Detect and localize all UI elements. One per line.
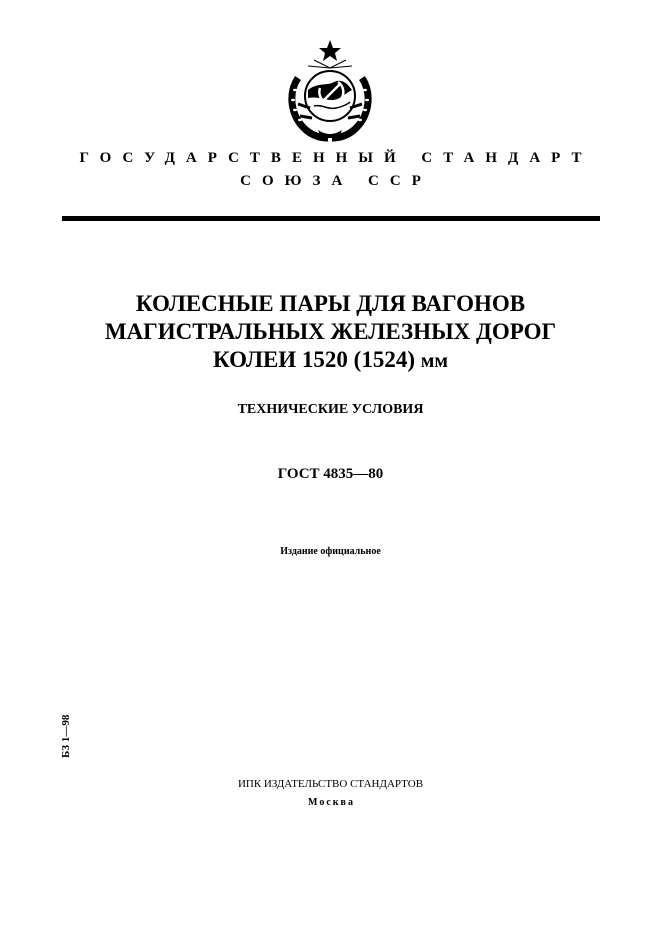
document-subtitle: ТЕХНИЧЕСКИЕ УСЛОВИЯ <box>237 402 424 417</box>
standard-number: ГОСТ 4835—80 <box>277 466 384 482</box>
publisher-city: Москва <box>308 797 355 808</box>
side-code: БЗ 1—98 <box>60 714 72 758</box>
edition-note: Издание официальное <box>280 546 381 557</box>
publisher-name: ИПК ИЗДАТЕЛЬСТВО СТАНДАРТОВ <box>237 778 424 790</box>
title-line-3 <box>0 346 661 375</box>
ussr-state-emblem-icon <box>278 38 382 144</box>
header-divider <box>62 216 600 221</box>
title-line-3-text: КОЛЕИ 1520 (1524) <box>212 347 416 372</box>
title-unit: мм <box>420 350 449 372</box>
title-line-1: КОЛЕСНЫЕ ПАРЫ ДЛЯ ВАГОНОВ <box>135 291 526 316</box>
document-title <box>0 290 661 375</box>
header-state-standard: ГОСУДАРСТВЕННЫЙ СТАНДАРТ <box>79 150 593 166</box>
header-ussr: СОЮЗА ССР <box>240 173 432 189</box>
title-line-2: МАГИСТРАЛЬНЫХ ЖЕЛЕЗНЫХ ДОРОГ <box>104 319 557 344</box>
